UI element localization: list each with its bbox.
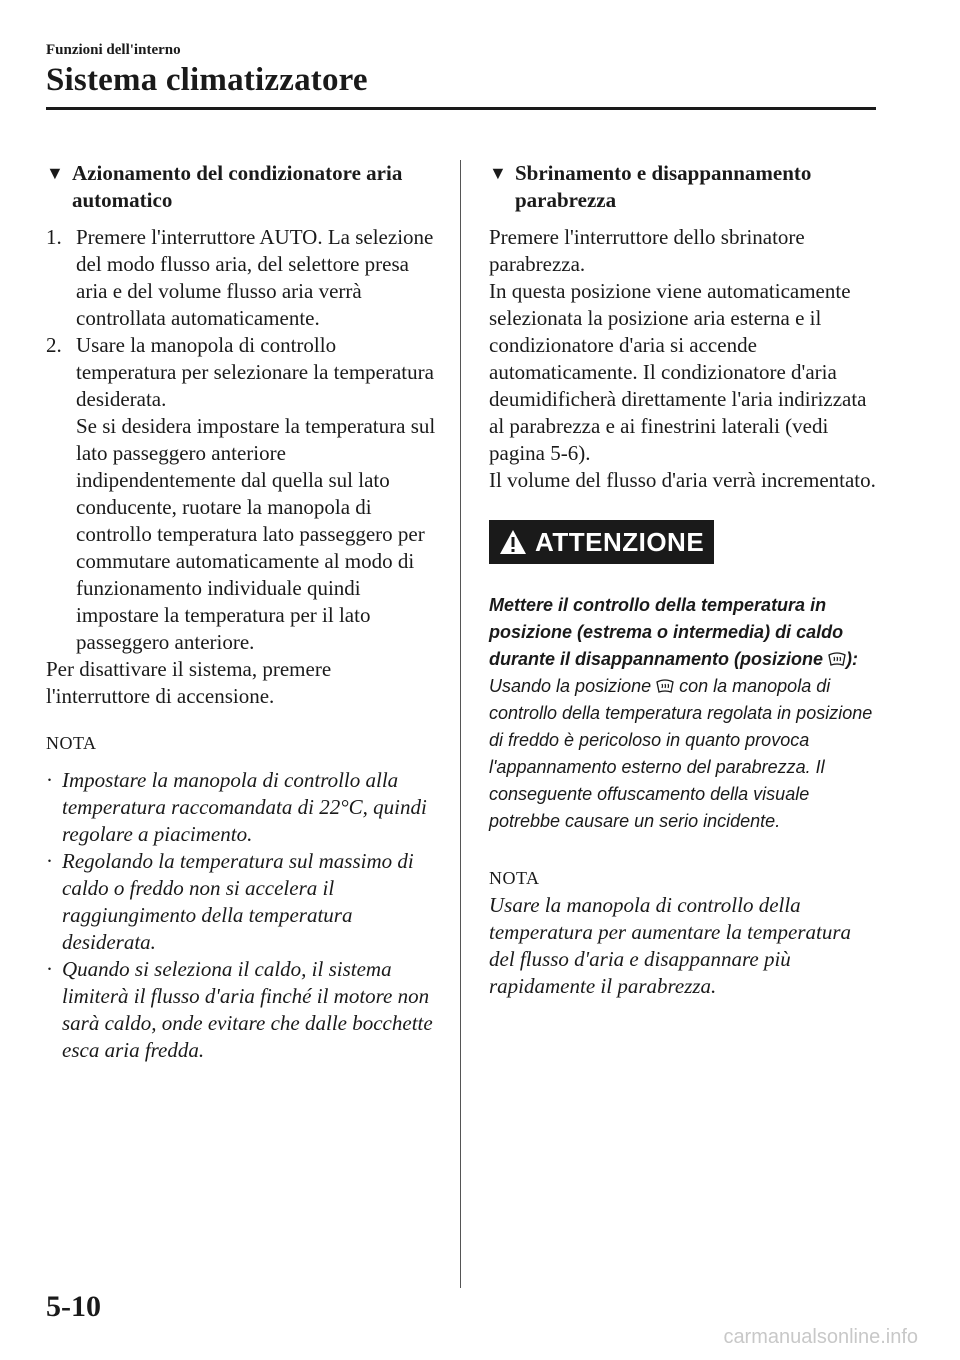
step-1 <box>46 224 438 332</box>
right-nota <box>489 865 881 1000</box>
caution-body-text: con la manopola di controllo della temperatura regolata in posizione di freddo è pericoloso in quanto provoca l'appannamento esterno del parabrezza. Il conseguente offuscamento della visuale potrebbe causare un serio incidente. <box>489 676 873 831</box>
nota-bullet <box>46 767 438 848</box>
page-number: 5-10 <box>46 1290 101 1323</box>
right-column <box>489 160 881 1000</box>
caution-body-text: Usando la posizione <box>489 676 657 696</box>
defrost-paragraph: Premere l'interruttore dello sbrinatore parabrezza. <box>489 225 805 276</box>
left-column <box>46 160 438 1064</box>
caution-title-end: ): <box>846 649 859 669</box>
step-2 <box>46 332 438 656</box>
nota-bullet <box>46 956 438 1064</box>
step-extra-text: Se si desidera impostare la temperatura sul lato passeggero anteriore indipendentemente dal quella sul lato conducente, ruotare la manopola di controllo temperatura lato passeggero per commutare automaticamente al modo di funzionamento individuale quindi impostare la temperatura per il lato passeggero anteriore. <box>76 414 436 654</box>
bullet-dot: · <box>46 768 53 792</box>
caution-block <box>489 592 881 835</box>
step-text: Premere l'interruttore AUTO. La selezione del modo flusso aria, del selettore presa aria e del volume flusso aria verrà controllata automaticamente. <box>76 225 434 330</box>
bullet-dot: · <box>46 957 53 981</box>
off-instruction: Per disattivare il sistema, premere l'interruttore di accensione. <box>46 657 332 708</box>
left-heading-text: Azionamento del condizionatore aria automatico <box>72 161 403 212</box>
left-heading <box>46 160 438 214</box>
exclamation-triangle-icon <box>499 529 527 555</box>
column-divider <box>460 160 461 1288</box>
nota-bullet <box>46 848 438 956</box>
bullet-dot: · <box>46 849 53 873</box>
caution-body <box>489 673 881 835</box>
attenzione-label: ATTENZIONE <box>535 526 705 557</box>
defrost-paragraph: Il volume del flusso d'aria verrà incrementato. <box>489 468 876 492</box>
title-rule <box>46 107 876 110</box>
right-heading-text: Sbrinamento e disappannamento parabrezza <box>515 161 812 212</box>
step-text: Usare la manopola di controllo temperatura per selezionare la temperatura desiderata. <box>76 333 434 411</box>
page-title: Sistema climatizzatore <box>46 62 368 98</box>
windshield-defrost-icon <box>656 678 674 694</box>
nota-label: NOTA <box>46 733 97 753</box>
caution-title <box>489 592 881 673</box>
right-heading <box>489 160 881 214</box>
attenzione-banner <box>489 520 714 564</box>
step-number: 1. <box>46 225 62 249</box>
triangle-marker-icon: ▼ <box>46 163 64 183</box>
nota-label: NOTA <box>489 868 540 888</box>
nota-text: Usare la manopola di controllo della temperatura per aumentare la temperatura del flusso d'aria e disappannare più rapidamente il parabrezza. <box>489 893 852 998</box>
watermark: carmanualsonline.info <box>723 1326 918 1348</box>
caution-title-text: Mettere il controllo della temperatura in posizione (estrema o intermedia) di caldo durante il disappannamento (posizione <box>489 595 844 669</box>
step-number: 2. <box>46 333 62 357</box>
nota-bullet-text: Quando si seleziona il caldo, il sistema limiterà il flusso d'aria finché il motore non sarà caldo, onde evitare che dalle bocchette esca aria fredda. <box>62 957 433 1062</box>
step-text-group <box>76 332 438 656</box>
nota-bullet-text: Impostare la manopola di controllo alla temperatura raccomandata di 22°C, quindi regolare a piacimento. <box>62 768 427 846</box>
windshield-defrost-icon <box>828 651 846 667</box>
nota-bullet-text: Regolando la temperatura sul massimo di caldo o freddo non si accelera il raggiungimento della temperatura desiderata. <box>62 849 414 954</box>
defrost-paragraph: In questa posizione viene automaticamente selezionata la posizione aria esterna e il condizionatore d'aria si accende automaticamente. Il condizionatore d'aria deumidificherà direttamente l'aria indirizzata al parabrezza e ai finestrini laterali (vedi pagina 5-6). <box>489 279 867 465</box>
section-label: Funzioni dell'interno <box>46 42 181 58</box>
triangle-marker-icon: ▼ <box>489 163 507 183</box>
